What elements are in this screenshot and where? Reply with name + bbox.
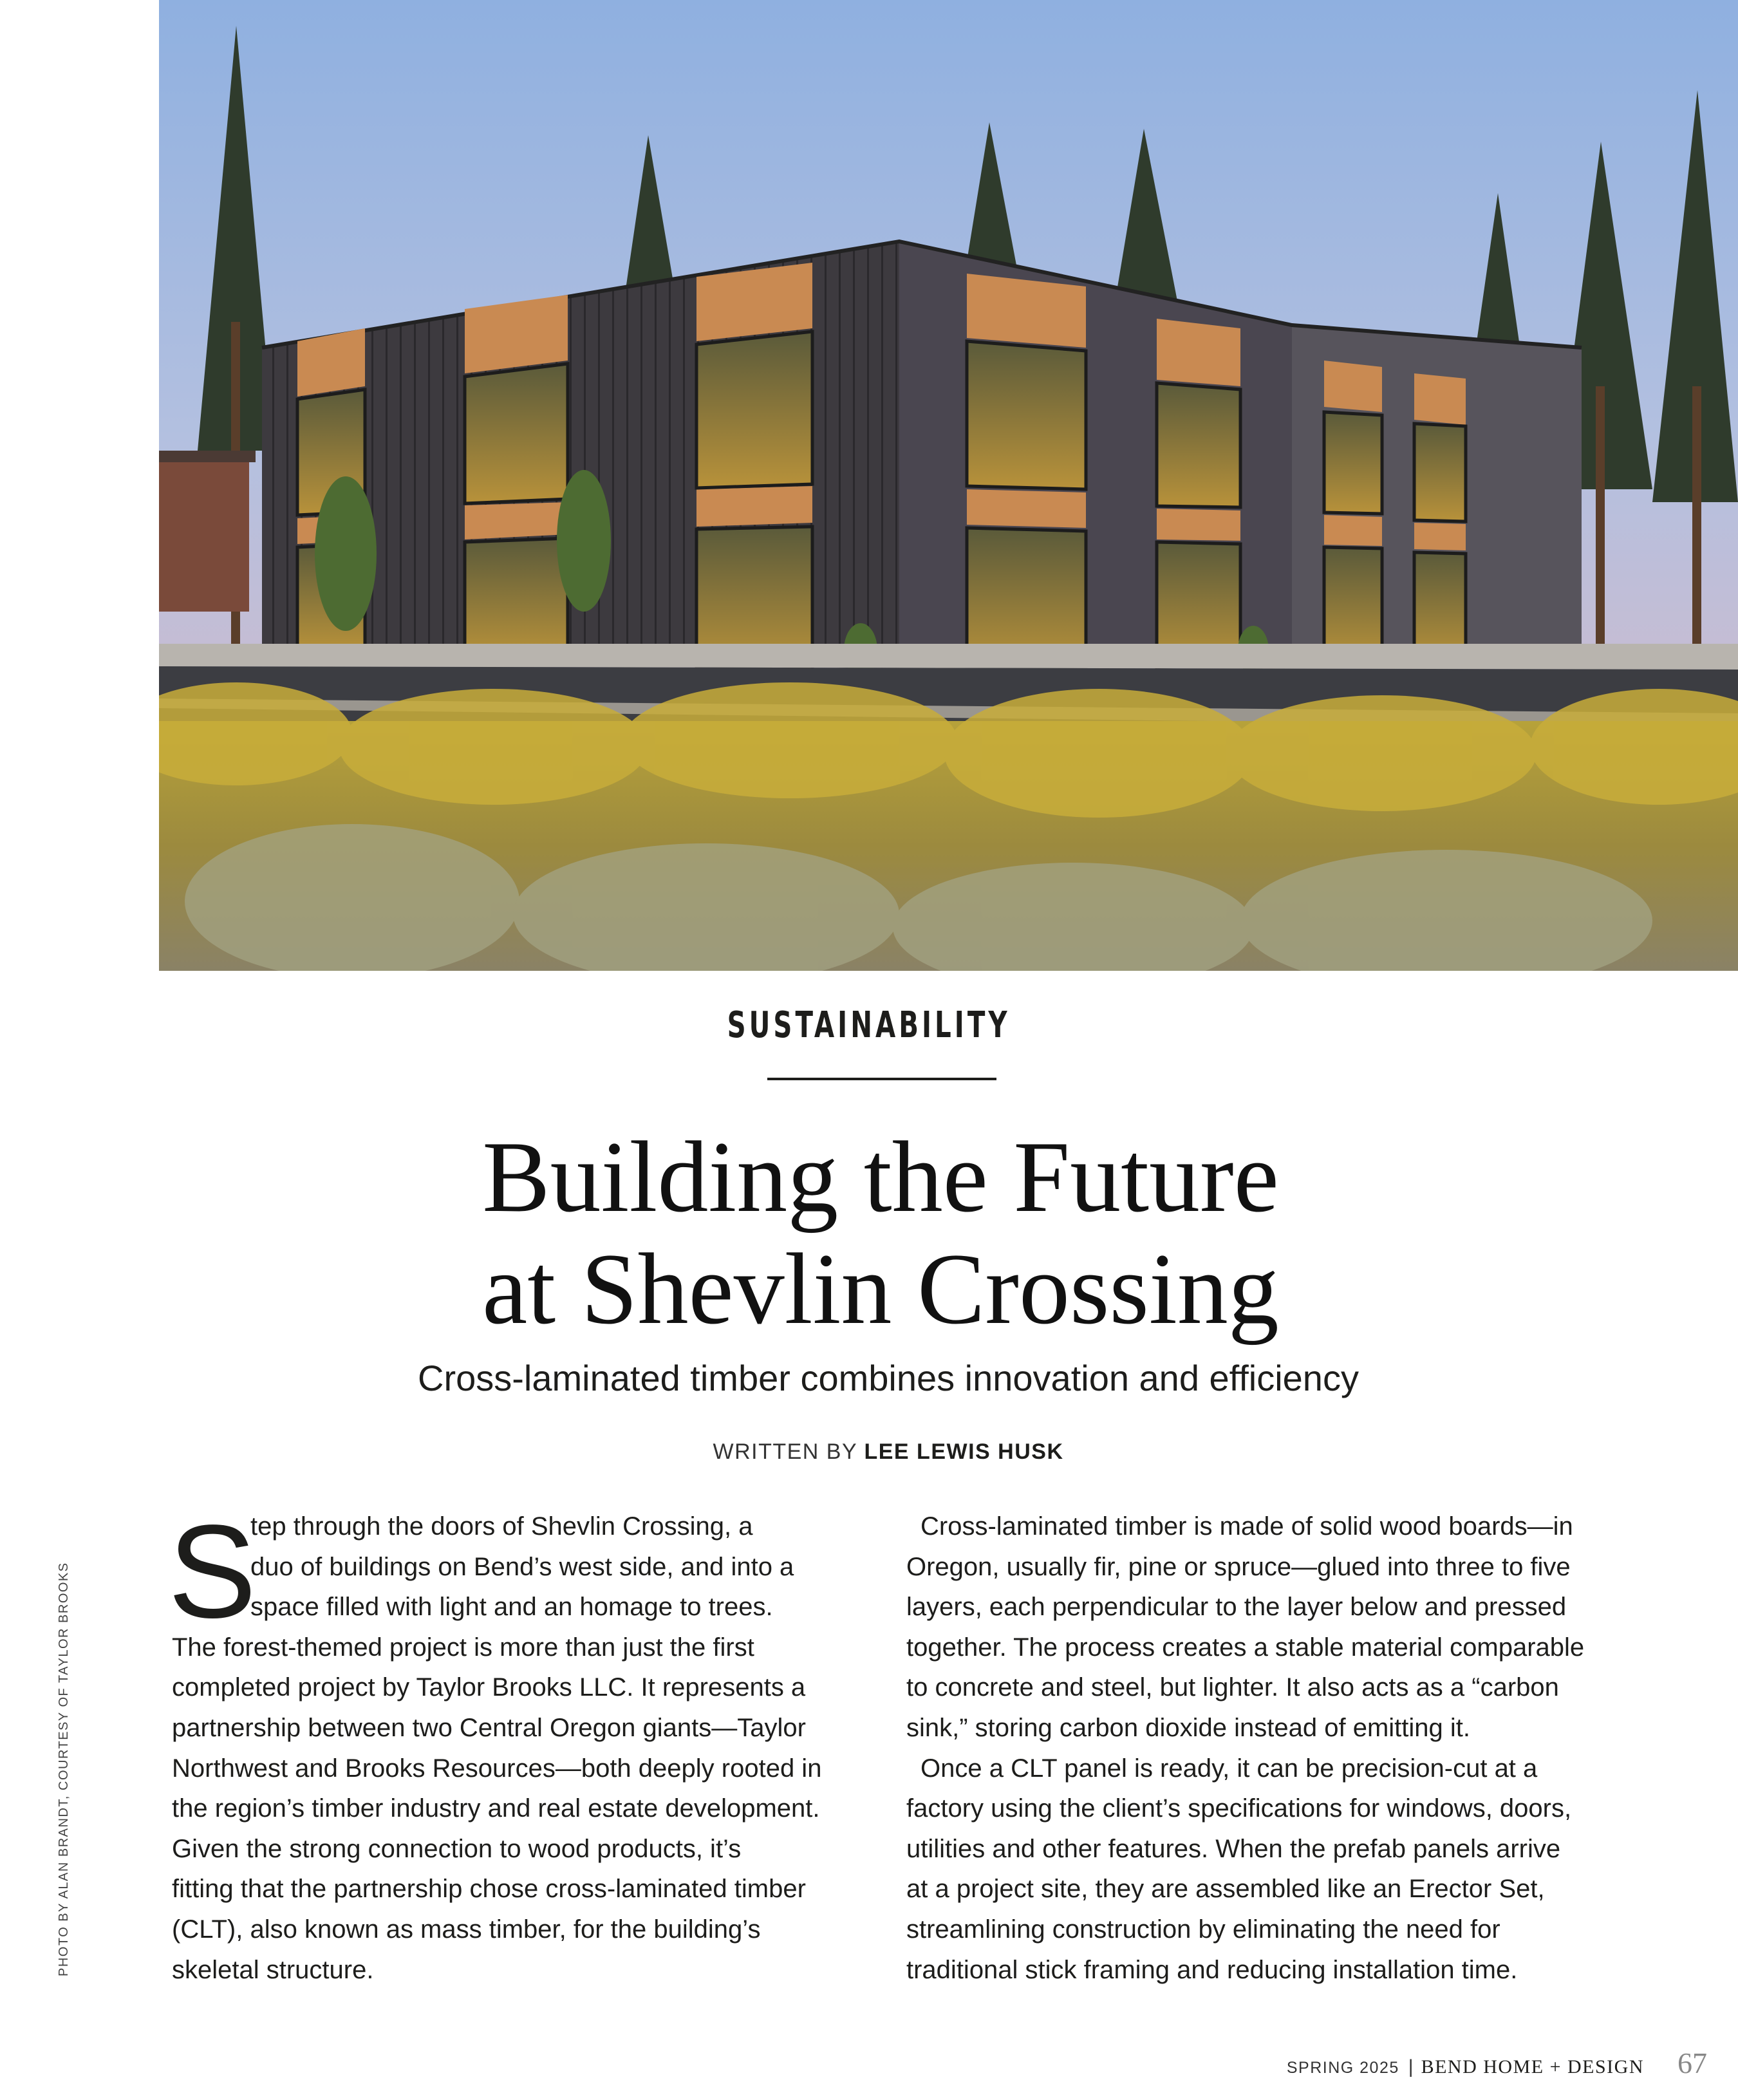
subheadline: Cross-laminated timber combines innovation and efficiency	[418, 1358, 1359, 1398]
body-line: skeletal structure.	[172, 1955, 374, 1984]
body-line: sink,” storing carbon dioxide instead of emitting it.	[906, 1713, 1470, 1742]
body-line: partnership between two Central Oregon giants—Taylor	[172, 1713, 806, 1742]
body-line: Oregon, usually fir, pine or spruce—glued into three to five	[906, 1552, 1571, 1581]
body-line: streamlining construction by eliminating the need for	[906, 1915, 1500, 1944]
magazine-name: BEND HOME + DESIGN	[1421, 2056, 1644, 2077]
footer-separator: |	[1408, 2056, 1414, 2077]
body-line: utilities and other features. When the prefab panels arrive	[906, 1834, 1561, 1863]
body-line: duo of buildings on Bend’s west side, and into a	[250, 1552, 794, 1581]
page-number: 67	[1677, 2047, 1707, 2079]
body-line: fitting that the partnership chose cross-laminated timber	[172, 1875, 806, 1904]
body-line: Cross-laminated timber is made of solid wood boards—in	[920, 1512, 1573, 1541]
body-line: factory using the client’s specifications for windows, doors,	[906, 1794, 1572, 1823]
body-line: Northwest and Brooks Resources—both deeply rooted in	[172, 1754, 822, 1783]
body-line: space filled with light and an homage to trees.	[250, 1593, 773, 1622]
building-illustration	[159, 0, 1738, 971]
body-line: to concrete and steel, but lighter. It also acts as a “carbon	[906, 1673, 1559, 1702]
body-line: The forest-themed project is more than just the first	[172, 1633, 754, 1662]
hero-photo	[159, 0, 1738, 971]
byline-prefix: WRITTEN BY	[713, 1439, 857, 1464]
photo-credit: PHOTO BY ALAN BRANDT, COURTESY OF TAYLOR BROOKS	[57, 1562, 71, 1976]
body-line: Given the strong connection to wood products, it’s	[172, 1834, 742, 1863]
drop-cap: S	[168, 1497, 257, 1645]
headline	[0, 1121, 1738, 1345]
headline-line-1: Building the Future	[482, 1121, 1279, 1233]
body-line: completed project by Taylor Brooks LLC. It represents a	[172, 1673, 806, 1702]
body-line: tep through the doors of Shevlin Crossing, a	[250, 1512, 753, 1541]
body-line: at a project site, they are assembled like an Erector Set,	[906, 1875, 1545, 1904]
body-line: traditional stick framing and reducing installation time.	[906, 1955, 1518, 1984]
body-line: layers, each perpendicular to the layer below and pressed	[906, 1593, 1567, 1622]
section-divider	[767, 1078, 996, 1080]
byline-author: LEE LEWIS HUSK	[864, 1439, 1064, 1464]
body-line: (CLT), also known as mass timber, for the building’s	[172, 1915, 761, 1944]
headline-line-2: at Shevlin Crossing	[482, 1233, 1279, 1345]
body-column-left	[168, 1497, 893, 1990]
body-line: Once a CLT panel is ready, it can be precision-cut at a	[920, 1754, 1538, 1783]
issue-season: SPRING 2025	[1286, 2059, 1399, 2077]
page-footer	[1287, 2046, 1707, 2085]
body-column-right	[906, 1506, 1627, 1990]
section-label	[0, 1004, 1738, 1046]
body-line: the region’s timber industry and real estate development.	[172, 1794, 820, 1823]
byline	[0, 1439, 1738, 1465]
section-label-text: SUSTAINABILITY	[727, 1004, 1011, 1046]
body-line: together. The process creates a stable material comparable	[906, 1633, 1585, 1662]
